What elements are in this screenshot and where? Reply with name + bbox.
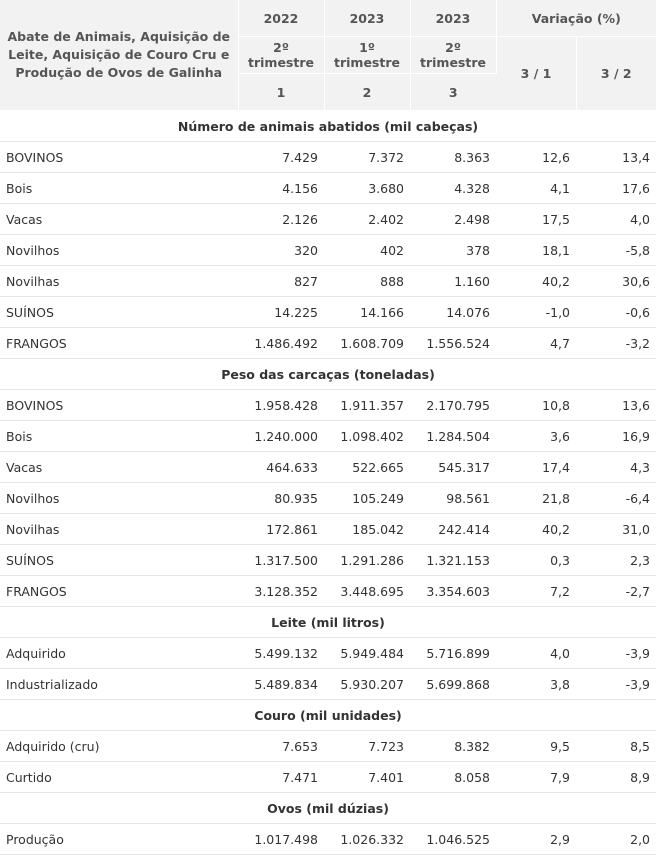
value-cell: 5.489.834 — [238, 669, 324, 700]
table-row — [0, 731, 656, 762]
value-cell: 5.949.484 — [324, 638, 410, 669]
table-row — [0, 762, 656, 793]
value-cell: 5.499.132 — [238, 638, 324, 669]
variation-cell: 4,0 — [496, 638, 576, 669]
variation-cell: 21,8 — [496, 483, 576, 514]
value-cell: 1.317.500 — [238, 545, 324, 576]
row-label: BOVINOS — [0, 390, 238, 421]
value-cell: 3.448.695 — [324, 576, 410, 607]
variation-cell: 0,3 — [496, 545, 576, 576]
value-cell: 8.363 — [410, 142, 496, 173]
variation-cell: 40,2 — [496, 514, 576, 545]
value-cell: 888 — [324, 266, 410, 297]
table-row — [0, 235, 656, 266]
section-row — [0, 793, 656, 824]
column-index: 3 — [410, 74, 496, 111]
row-label: Vacas — [0, 452, 238, 483]
value-cell: 7.401 — [324, 762, 410, 793]
row-label: Produção — [0, 824, 238, 855]
value-cell: 3.128.352 — [238, 576, 324, 607]
value-cell: 7.723 — [324, 731, 410, 762]
section-row — [0, 359, 656, 390]
variation-cell: 17,4 — [496, 452, 576, 483]
section-title: Leite (mil litros) — [0, 607, 656, 638]
section-row — [0, 700, 656, 731]
value-cell: 14.225 — [238, 297, 324, 328]
row-label: Adquirido — [0, 638, 238, 669]
row-label: Bois — [0, 421, 238, 452]
value-cell: 1.026.332 — [324, 824, 410, 855]
table-header — [0, 0, 656, 111]
value-cell: 1.291.286 — [324, 545, 410, 576]
value-cell: 2.498 — [410, 204, 496, 235]
value-cell: 5.930.207 — [324, 669, 410, 700]
section-title: Ovos (mil dúzias) — [0, 793, 656, 824]
ratio-header: 3 / 2 — [576, 37, 656, 111]
section-row — [0, 607, 656, 638]
variation-cell: 4,3 — [576, 452, 656, 483]
variation-cell: 13,6 — [576, 390, 656, 421]
table-body — [0, 111, 656, 855]
value-cell: 172.861 — [238, 514, 324, 545]
value-cell: 1.284.504 — [410, 421, 496, 452]
variation-cell: 3,8 — [496, 669, 576, 700]
value-cell: 2.126 — [238, 204, 324, 235]
variation-cell: 8,9 — [576, 762, 656, 793]
value-cell: 545.317 — [410, 452, 496, 483]
table-row — [0, 483, 656, 514]
value-cell: 2.402 — [324, 204, 410, 235]
value-cell: 1.240.000 — [238, 421, 324, 452]
table-row — [0, 638, 656, 669]
variation-header: Variação (%) — [496, 0, 656, 37]
section-title: Número de animais abatidos (mil cabeças) — [0, 111, 656, 142]
variation-cell: 7,2 — [496, 576, 576, 607]
value-cell: 14.076 — [410, 297, 496, 328]
row-label: Industrializado — [0, 669, 238, 700]
table-row — [0, 297, 656, 328]
table-row — [0, 266, 656, 297]
quarter-header: 2º trimestre — [238, 37, 324, 74]
variation-cell: 30,6 — [576, 266, 656, 297]
value-cell: 378 — [410, 235, 496, 266]
variation-cell: 4,7 — [496, 328, 576, 359]
value-cell: 1.321.153 — [410, 545, 496, 576]
table-row — [0, 328, 656, 359]
table-row — [0, 452, 656, 483]
variation-cell: 31,0 — [576, 514, 656, 545]
variation-cell: 4,0 — [576, 204, 656, 235]
variation-cell: 9,5 — [496, 731, 576, 762]
variation-cell: -5,8 — [576, 235, 656, 266]
table-row — [0, 669, 656, 700]
variation-cell: 40,2 — [496, 266, 576, 297]
row-label: Novilhas — [0, 514, 238, 545]
value-cell: 14.166 — [324, 297, 410, 328]
ratio-header: 3 / 1 — [496, 37, 576, 111]
value-cell: 1.958.428 — [238, 390, 324, 421]
row-label: Novilhos — [0, 235, 238, 266]
variation-cell: 2,0 — [576, 824, 656, 855]
value-cell: 4.328 — [410, 173, 496, 204]
variation-cell: -6,4 — [576, 483, 656, 514]
value-cell: 7.653 — [238, 731, 324, 762]
year-header: 2023 — [324, 0, 410, 37]
value-cell: 1.911.357 — [324, 390, 410, 421]
quarter-header: 1º trimestre — [324, 37, 410, 74]
variation-cell: 17,6 — [576, 173, 656, 204]
value-cell: 1.486.492 — [238, 328, 324, 359]
table-row — [0, 514, 656, 545]
value-cell: 320 — [238, 235, 324, 266]
variation-cell: 10,8 — [496, 390, 576, 421]
value-cell: 827 — [238, 266, 324, 297]
value-cell: 3.354.603 — [410, 576, 496, 607]
value-cell: 1.017.498 — [238, 824, 324, 855]
variation-cell: -3,2 — [576, 328, 656, 359]
table-title: Abate de Animais, Aquisição de Leite, Aquisição de Couro Cru e Produção de Ovos de Galinha — [0, 0, 238, 111]
section-title: Peso das carcaças (toneladas) — [0, 359, 656, 390]
value-cell: 8.382 — [410, 731, 496, 762]
table-row — [0, 390, 656, 421]
variation-cell: 13,4 — [576, 142, 656, 173]
row-label: Novilhas — [0, 266, 238, 297]
table-row — [0, 824, 656, 855]
value-cell: 185.042 — [324, 514, 410, 545]
value-cell: 1.098.402 — [324, 421, 410, 452]
variation-cell: -2,7 — [576, 576, 656, 607]
table-row — [0, 545, 656, 576]
row-label: FRANGOS — [0, 328, 238, 359]
year-header: 2022 — [238, 0, 324, 37]
variation-cell: 18,1 — [496, 235, 576, 266]
value-cell: 3.680 — [324, 173, 410, 204]
variation-cell: -1,0 — [496, 297, 576, 328]
table-row — [0, 142, 656, 173]
column-index: 1 — [238, 74, 324, 111]
value-cell: 242.414 — [410, 514, 496, 545]
variation-cell: -3,9 — [576, 638, 656, 669]
row-label: Vacas — [0, 204, 238, 235]
table-row — [0, 173, 656, 204]
value-cell: 5.699.868 — [410, 669, 496, 700]
value-cell: 1.608.709 — [324, 328, 410, 359]
value-cell: 402 — [324, 235, 410, 266]
section-row — [0, 111, 656, 142]
value-cell: 80.935 — [238, 483, 324, 514]
row-label: SUÍNOS — [0, 545, 238, 576]
row-label: Novilhos — [0, 483, 238, 514]
row-label: Curtido — [0, 762, 238, 793]
row-label: Bois — [0, 173, 238, 204]
row-label: FRANGOS — [0, 576, 238, 607]
table-row — [0, 421, 656, 452]
value-cell: 1.160 — [410, 266, 496, 297]
quarter-header: 2º trimestre — [410, 37, 496, 74]
row-label: BOVINOS — [0, 142, 238, 173]
variation-cell: 2,3 — [576, 545, 656, 576]
year-header: 2023 — [410, 0, 496, 37]
value-cell: 7.372 — [324, 142, 410, 173]
value-cell: 1.556.524 — [410, 328, 496, 359]
table-row — [0, 204, 656, 235]
value-cell: 464.633 — [238, 452, 324, 483]
value-cell: 8.058 — [410, 762, 496, 793]
variation-cell: 8,5 — [576, 731, 656, 762]
value-cell: 5.716.899 — [410, 638, 496, 669]
variation-cell: -3,9 — [576, 669, 656, 700]
variation-cell: 2,9 — [496, 824, 576, 855]
column-index: 2 — [324, 74, 410, 111]
variation-cell: 3,6 — [496, 421, 576, 452]
variation-cell: 12,6 — [496, 142, 576, 173]
variation-cell: 7,9 — [496, 762, 576, 793]
variation-cell: 17,5 — [496, 204, 576, 235]
value-cell: 1.046.525 — [410, 824, 496, 855]
section-title: Couro (mil unidades) — [0, 700, 656, 731]
variation-cell: -0,6 — [576, 297, 656, 328]
value-cell: 7.471 — [238, 762, 324, 793]
row-label: SUÍNOS — [0, 297, 238, 328]
value-cell: 7.429 — [238, 142, 324, 173]
value-cell: 105.249 — [324, 483, 410, 514]
row-label: Adquirido (cru) — [0, 731, 238, 762]
value-cell: 98.561 — [410, 483, 496, 514]
value-cell: 522.665 — [324, 452, 410, 483]
variation-cell: 4,1 — [496, 173, 576, 204]
value-cell: 2.170.795 — [410, 390, 496, 421]
table-row — [0, 576, 656, 607]
value-cell: 4.156 — [238, 173, 324, 204]
variation-cell: 16,9 — [576, 421, 656, 452]
